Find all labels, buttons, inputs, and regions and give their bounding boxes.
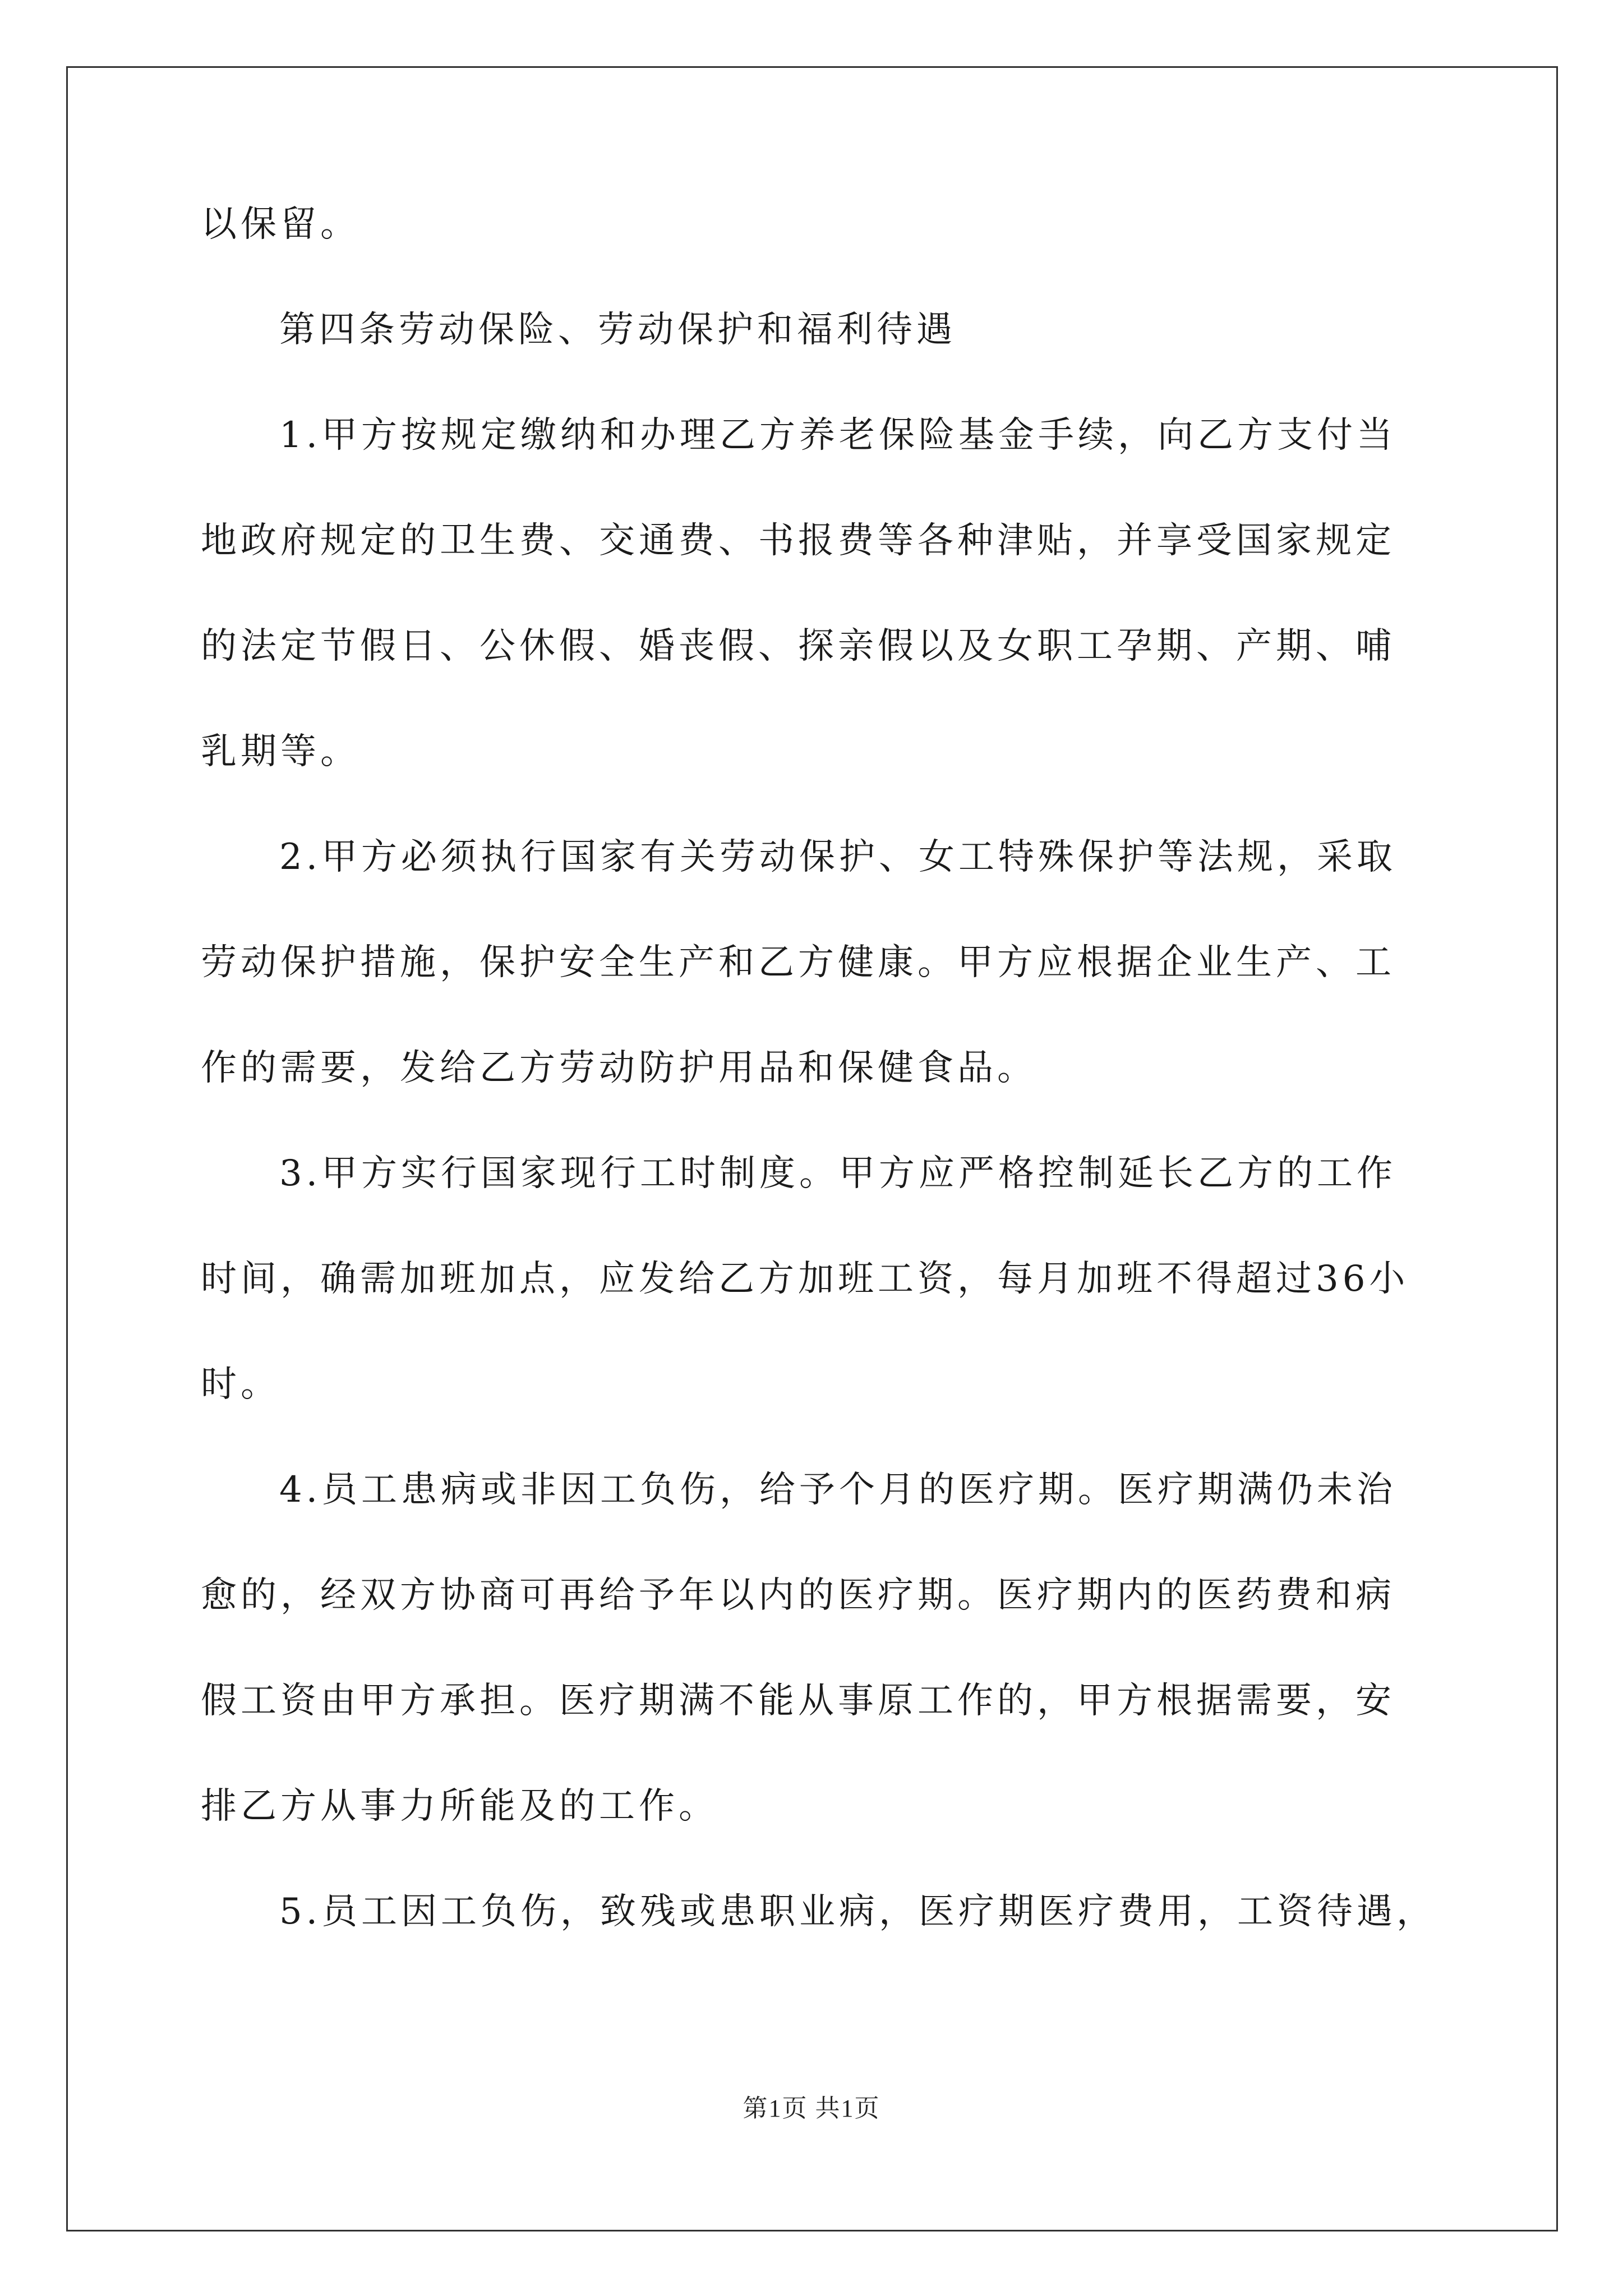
text-line: 时。 — [201, 1364, 280, 1405]
section-heading: 第四条劳动保险、劳动保护和福利待遇 — [279, 309, 956, 351]
text-line: 1.甲方按规定缴纳和办理乙方养老保险基金手续，向乙方支付当 — [279, 415, 1397, 456]
text-line: 乳期等。 — [201, 731, 360, 772]
page-number-footer: 第1页 共1页 — [743, 2095, 880, 2122]
text-line: 的法定节假日、公休假、婚丧假、探亲假以及女职工孕期、产期、哺 — [201, 625, 1395, 667]
text-line: 愈的，经双方协商可再给予年以内的医疗期。医疗期内的医药费和病 — [201, 1575, 1395, 1616]
text-line: 时间，确需加班加点，应发给乙方加班工资，每月加班不得超过36小 — [201, 1258, 1409, 1300]
text-line: 排乙方从事力所能及的工作。 — [201, 1786, 718, 1827]
text-line: 以保留。 — [201, 204, 360, 245]
text-line: 劳动保护措施，保护安全生产和乙方健康。甲方应根据企业生产、工 — [201, 942, 1395, 983]
text-line: 作的需要，发给乙方劳动防护用品和保健食品。 — [201, 1047, 1037, 1089]
text-line: 2.甲方必须执行国家有关劳动保护、女工特殊保护等法规，采取 — [279, 836, 1397, 878]
text-line: 假工资由甲方承担。医疗期满不能从事原工作的，甲方根据需要，安 — [201, 1680, 1395, 1722]
text-line: 4.员工患病或非因工负伤，给予个月的医疗期。医疗期满仍未治 — [279, 1469, 1397, 1511]
text-line: 地政府规定的卫生费、交通费、书报费等各种津贴，并享受国家规定 — [201, 520, 1395, 562]
text-line: 5.员工因工负伤，致残或患职业病，医疗期医疗费用，工资待遇， — [279, 1891, 1437, 1932]
text-line: 3.甲方实行国家现行工时制度。甲方应严格控制延长乙方的工作 — [279, 1153, 1397, 1194]
